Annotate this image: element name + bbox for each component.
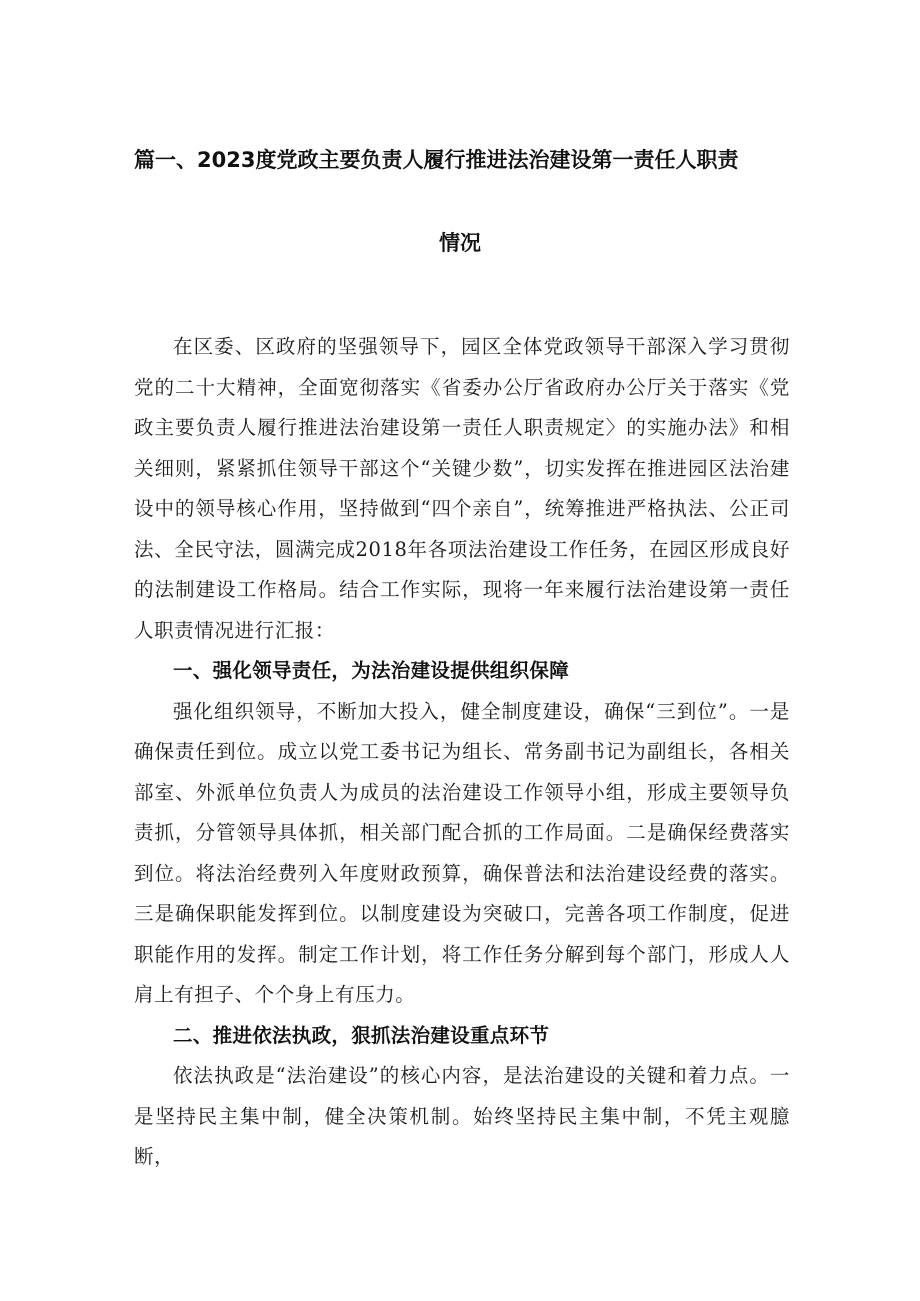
- document-title: 篇一、2023度党政主要负责人履行推进法治建设第一责任人职责: [134, 148, 739, 172]
- intro-paragraph: 在区委、区政府的坚强领导下，园区全体党政领导干部深入学习贯彻党的二十大精神，全面宽彻落实《省委办公厅省政府办公厅关于落实《党政主要负责人履行推进法治建设第一责任人职责规定〉的实施办法》和相关细则，紧紧抓住领导干部这个“关键少数”，切实发挥在推进园区法治建设中的领导核心作用，坚持做到“四个亲自”，统筹推进严格执法、公正司法、全民守法，圆满完成2018年各项法治建设工作任务，在园区形成良好的法制建设工作格局。结合工作实际，现将一年来履行法治建设第一责任人职责情况进行汇报：: [134, 335, 790, 642]
- document-body: [134, 327, 790, 1178]
- section-1-heading: 一、强化领导责任，为法治建设提供组织保障: [173, 659, 570, 682]
- section-1-paragraph: 强化组织领导，不断加大投入，健全制度建设，确保“三到位”。一是确保责任到位。成立以党工委书记为组长、常务副书记为副组长，各相关部室、外派单位负责人为成员的法治建设工作领导小组，形成主要领导负责抓，分管领导具体抓，相关部门配合抓的工作局面。二是确保经费落实到位。将法治经费列入年度财政预算，确保普法和法治建设经费的落实。三是确保职能发挥到位。以制度建设为突破口，完善各项工作制度，促进职能作用的发挥。制定工作计划，将工作任务分解到每个部门，形成人人肩上有担子、个个身上有压力。: [134, 699, 790, 1006]
- section-2-paragraph: 依法执政是“法治建设”的核心内容，是法治建设的关键和着力点。一是坚持民主集中制，健全决策机制。始终坚持民主集中制，不凭主观臆断，: [134, 1064, 790, 1168]
- document-title-continuation: 情况: [439, 231, 481, 255]
- section-2-heading: 二、推进依法执政，狠抓法治建设重点环节: [173, 1023, 550, 1047]
